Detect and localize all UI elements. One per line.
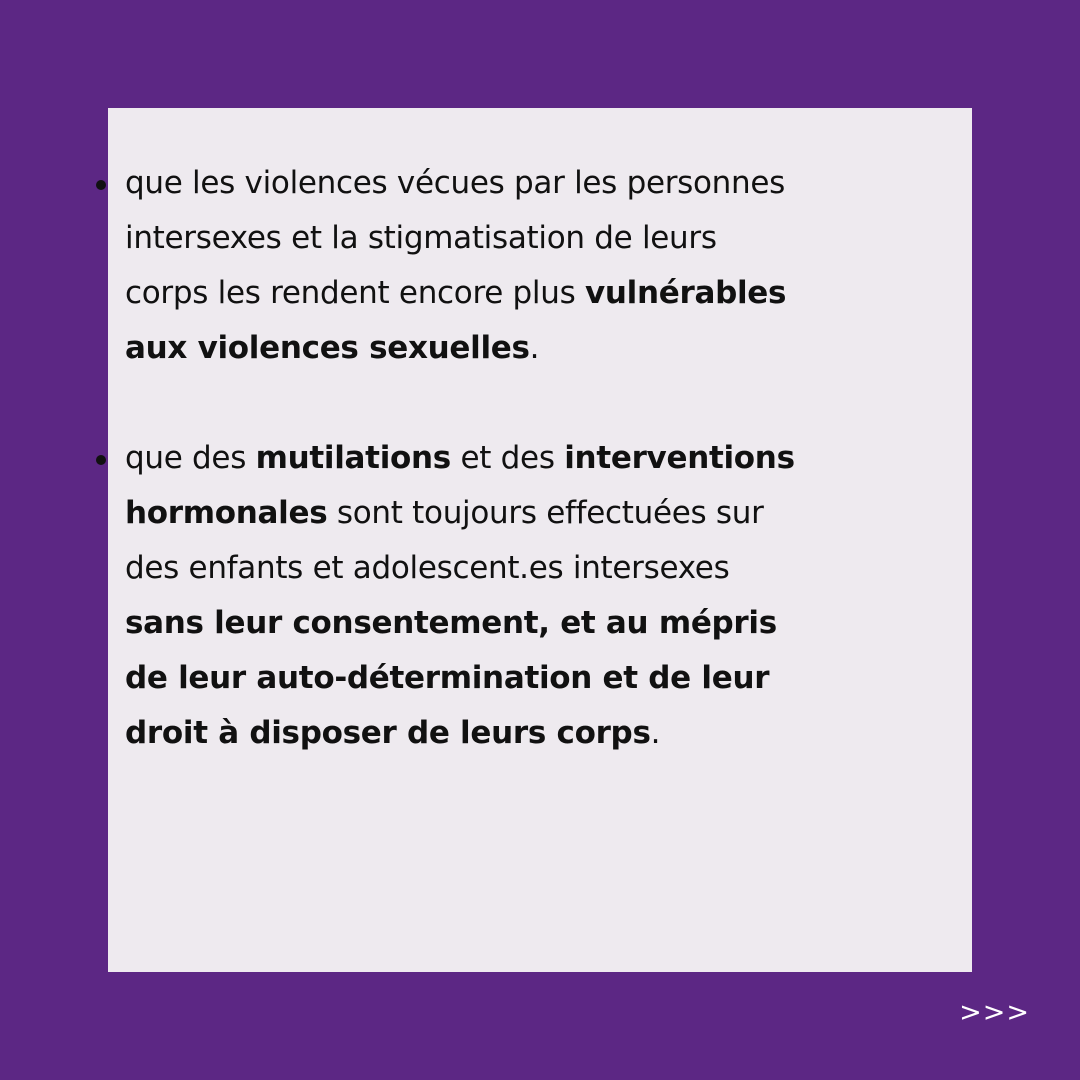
bullet-text: . <box>650 715 661 751</box>
bullet-dot-icon <box>96 180 106 190</box>
bullet-text: et des <box>450 440 565 476</box>
bullet-text: sont toujours effectuées sur des enfants et adolescent.es intersexes <box>125 495 764 586</box>
next-slide-arrows[interactable]: >>> <box>959 997 1030 1028</box>
bullet-emphasis: sans leur consentement, et au mépris de leur auto-détermination et de leur droit à disposer de leurs corps <box>125 605 777 751</box>
bullet-text: . <box>529 330 540 366</box>
bullet-list <box>125 156 795 761</box>
bullet-emphasis: interventions hormonales <box>125 440 795 531</box>
bullet-emphasis: mutilations <box>255 440 451 476</box>
bullet-dot-icon <box>96 455 106 465</box>
bullet-item-intersex-violence <box>125 156 795 376</box>
bullet-text: que des <box>125 440 256 476</box>
bullet-item-mutilations <box>125 431 795 761</box>
bullet-text: que les violences vécues par les personnes intersexes et la stigmatisation de leurs corps les rendent encore plus <box>125 165 786 311</box>
bullet-emphasis: vulnérables aux violences sexuelles <box>125 275 787 366</box>
